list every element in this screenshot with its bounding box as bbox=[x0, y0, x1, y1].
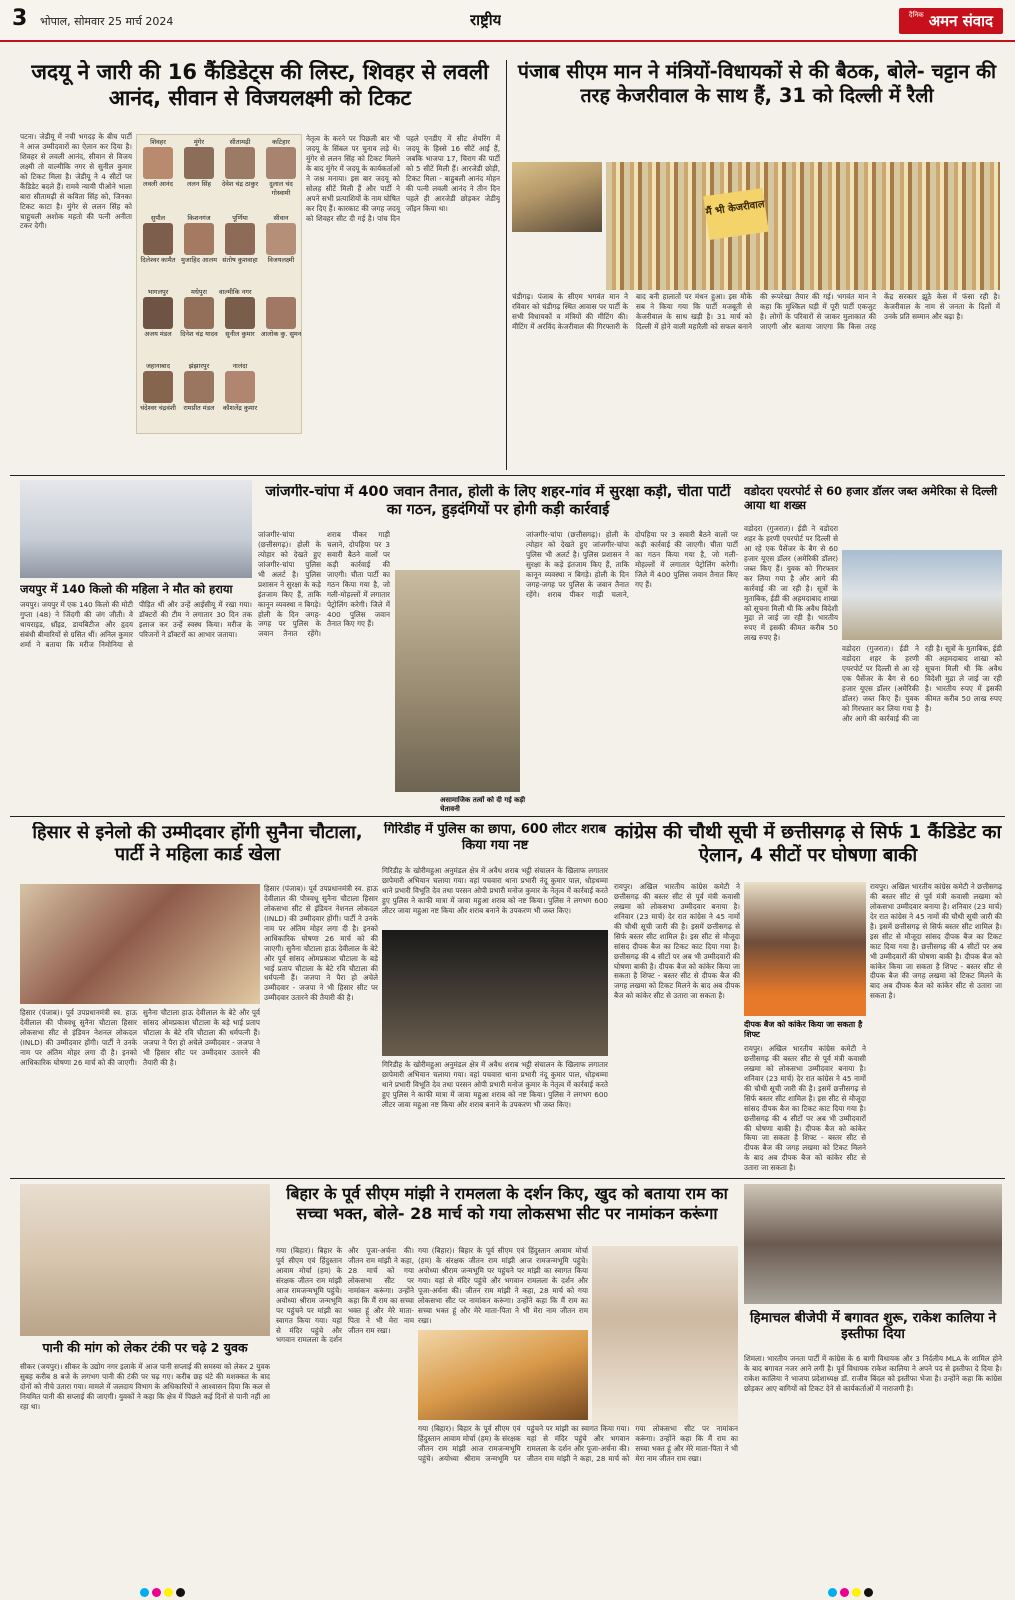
grid-header: किशनगंज bbox=[187, 214, 211, 222]
candidate-photo bbox=[143, 297, 173, 329]
water-tank-photo bbox=[20, 1184, 270, 1336]
masthead bbox=[0, 0, 1015, 42]
hisar-body-cont: हिसार (पंजाब)। पूर्व उपप्रधानमंत्री स्व. हाऊ देवीलाल की पौत्रवधू सुनैना चौटाला हिसार लोकसभा सीट से इंडियन नेशनल लोकदल (INLD) की उम्मीदवार होंगी। पार्टी ने उनके नाम पर अंतिम मोहर लगा दी है। इनको आधिकारिक घोषणा 26 मार्च को की जाएगी। सुनैना चौटाला हाऊ देवीलाल के बेटे और पूर्व सांसद ओमप्रकाश चौटाला के बड़े भाई प्रताप चौटाला के बेटे रवि चौटाला की धर्मपत्नी हैं। जजपा ने पैरा हो अचेले उम्मीदवार - जजपा ने भी हिसार सीट पर उम्मीदवार उतारने की तैयारी की है। bbox=[20, 1008, 260, 1067]
candidate-name: मुजाहिद आलम bbox=[181, 256, 217, 264]
grid-header: कटिहार bbox=[272, 138, 290, 146]
candidate-name: सुनील कुमार bbox=[225, 330, 255, 338]
brand-logo: $^{दैनिक}$ अमन संवाद bbox=[899, 8, 1003, 34]
candidate-name: लवली आनंद bbox=[143, 180, 173, 188]
manjhi-body-cont2: गया (बिहार)। बिहार के पूर्व सीएम एवं हिंदुस्तान आवाम मोर्चा (हम) के संरक्षक जीतन राम मांझी आज रामजन्मभूमि पहुंचे। अयोध्या श्रीराम जन्मभूमि पर पहुंचने पर मांझी का स्वागत किया गया। यहां से मंदिर पहुंचे और भगवान रामलला के दर्शन और पूजा-अर्चना की। जीतन राम मांझी ने कहा, 28 मार्च को गया लोकसभा सीट पर नामांकन करूंगा। उन्होंने कहा कि मैं राम का सच्चा भक्त हूं और मेरे माता-पिता ने भी मेरा नाम जीतन राम रखा। bbox=[418, 1424, 738, 1463]
page-number: 3 bbox=[12, 6, 28, 31]
candidate-photo bbox=[184, 297, 214, 329]
jdu-headline: जदयू ने जारी की 16 कैंडिडेट्स की लिस्ट, शिवहर से लवली आनंद, सीवान से विजयलक्ष्मी को टिकट bbox=[31, 60, 489, 110]
candidate-photo bbox=[266, 147, 296, 179]
manjhi-body-cont: गया (बिहार)। बिहार के पूर्व सीएम एवं हिंदुस्तान आवाम मोर्चा (हम) के संरक्षक जीतन राम मांझी आज रामजन्मभूमि पहुंचे। अयोध्या श्रीराम जन्मभूमि पर पहुंचने पर मांझी का स्वागत किया गया। यहां से मंदिर पहुंचे और भगवान रामलला के दर्शन और पूजा-अर्चना की। जीतन राम मांझी ने कहा, 28 मार्च को गया लोकसभा सीट पर नामांकन करूंगा। उन्होंने कहा कि मैं राम का सच्चा भक्त हूं और मेरे माता-पिता ने भी मेरा नाम जीतन राम रखा। bbox=[418, 1246, 588, 1325]
grid-header: मधेपुरा bbox=[191, 288, 207, 296]
temple-photo bbox=[418, 1330, 588, 1420]
grid-header: भागलपुर bbox=[147, 288, 169, 296]
candidate-name: संतोष कुशवाहा bbox=[222, 256, 258, 264]
dateline: भोपाल, सोमवार 25 मार्च 2024 bbox=[40, 15, 174, 28]
candidate-photo bbox=[225, 147, 255, 179]
hisar-body: हिसार (पंजाब)। पूर्व उपप्रधानमंत्री स्व. हाऊ देवीलाल की पौत्रवधू सुनैना चौटाला हिसार लोकसभा सीट से इंडियन नेशनल लोकदल (INLD) की उम्मीदवार होंगी। पार्टी ने उनके नाम पर अंतिम मोहर लगा दी है। इनको आधिकारिक घोषणा 26 मार्च को की जाएगी। सुनैना चौटाला हाऊ देवीलाल के बेटे और पूर्व सांसद ओमप्रकाश चौटाला के बड़े भाई प्रताप चौटाला के बेटे रवि चौटाला की धर्मपत्नी हैं। जजपा ने पैरा हो अचेले उम्मीदवार - जजपा ने भी हिसार सीट पर उम्मीदवार उतारने की तैयारी की है। bbox=[264, 884, 378, 1003]
candidate-name: कौशलेंद्र कुमार bbox=[222, 404, 258, 412]
registration-mark bbox=[176, 1588, 185, 1597]
candidate-photo bbox=[184, 223, 214, 255]
registration-mark bbox=[852, 1588, 861, 1597]
section-divider bbox=[10, 1178, 1005, 1179]
congress-body-cont2: रायपुर। अखिल भारतीय कांग्रेस कमेटी ने छत्तीसगढ़ की बस्तर सीट से पूर्व मंत्री कवासी लखमा को लोकसभा उम्मीदवार बनाया है। शनिवार (23 मार्च) देर रात कांग्रेस ने 45 नामों की चौथी सूची जारी की है। इसमें छत्तीसगढ़ से सिर्फ बस्तर सीट शामिल है। इस सीट से मौजूदा सांसद दीपक बैज का टिकट काट दिया गया है। छत्तीसगढ़ की 4 सीटों पर अब भी उम्मीदवारों की घोषणा बाकी है। दीपक बैज को कांकेर किया जा सकता है शिफ्ट - बस्तर सीट से दीपक बैज की जगह लखमा को टिकट मिलने के बाद अब दीपक बैज को कांकेर सीट से उतारा जा सकता है। bbox=[870, 882, 1002, 1001]
candidate-name: आलोक कु. सुमन bbox=[260, 330, 302, 338]
punjab-body: चंडीगढ़। पंजाब के सीएम भगवंत मान ने रविवार को चंडीगढ़ स्थित आवास पर पार्टी के सभी विधायकों व मंत्रियों की मीटिंग की। मीटिंग में अरविंद केजरीवाल की गिरफ्तारी के बाद बनी हालातों पर मंथन हुआ। इस मौके सब ने किया गया कि पार्टी मजबूती से केजरीवाल के साथ खड़ी है। 31 मार्च को दिल्ली में होने वाली महारैली को सफल बनाने की रूपरेखा तैयार की गई। भगवंत मान ने कहा कि मुश्किल घड़ी में पूरी पार्टी एकजुट है। लोगों के परिवारों से जाकर मुलाकात की जाएगी और बताया जाएगा कि किस तरह केंद्र सरकार झूठे केस में फंसा रही है। केजरीवाल के नाम से जनता के दिलों में उनके प्रति सम्मान और बढ़ा है। bbox=[512, 292, 1000, 331]
grid-header: जहानाबाद bbox=[145, 362, 171, 370]
congress-headline: कांग्रेस की चौथी सूची में छत्तीसगढ़ से सिर्फ 1 कैंडिडेट का ऐलान, 4 सीटों पर घोषणा बाकी bbox=[614, 822, 1002, 866]
giridih-headline: गिरिडीह में पुलिस का छापा, 600 लीटर शराब किया गया नष्ट bbox=[383, 822, 607, 853]
himachal-headline: हिमाचल बीजेपी में बगावत शुरू, राकेश कालिया ने इस्तीफा दिया bbox=[749, 1310, 997, 1343]
janjgir-body-cont: जांजगीर-चांपा (छत्तीसगढ़)। होली के त्योहार को देखते हुए जांजगीर-चांपा पुलिस भी अलर्ट है। पुलिस प्रशासन ने सुरक्षा के कड़े इंतजाम किए हैं, ताकि कानून व्यवस्था न बिगड़े। होली के दिन जगह-जगह पर पुलिस के जवान तैनात रहेंगे। शराब पीकर गाड़ी चलाने, दोपहिया पर 3 सवारी बैठने वालों पर कड़ी कार्रवाई की जाएगी। चीता पार्टी का गठन किया गया है, जो गली-मोहल्लों में लगातार पेट्रोलिंग करेगी। जिले में 400 पुलिस जवान तैनात किए गए हैं। bbox=[526, 530, 738, 599]
candidate-grid bbox=[136, 134, 302, 434]
candidate-name: विजयलक्ष्मी bbox=[267, 256, 295, 264]
candidate-name: रामप्रीत मंडल bbox=[183, 404, 215, 412]
column-rule bbox=[506, 60, 507, 470]
registration-mark bbox=[828, 1588, 837, 1597]
punjab-headline: पंजाब सीएम मान ने मंत्रियों-विधायकों से की बैठक, बोले- चट्टान की तरह केजरीवाल के साथ हैं, 31 को दिल्ली में रैली bbox=[517, 60, 997, 107]
rally-placard: मैं भी केजरीवाल bbox=[703, 188, 769, 240]
congress-body: रायपुर। अखिल भारतीय कांग्रेस कमेटी ने छत्तीसगढ़ की बस्तर सीट से पूर्व मंत्री कवासी लखमा को लोकसभा उम्मीदवार बनाया है। शनिवार (23 मार्च) देर रात कांग्रेस ने 45 नामों की चौथी सूची जारी की है। इसमें छत्तीसगढ़ से सिर्फ बस्तर सीट शामिल है। इस सीट से मौजूदा सांसद दीपक बैज का टिकट काट दिया गया है। छत्तीसगढ़ की 4 सीटों पर अब भी उम्मीदवारों की घोषणा बाकी है। दीपक बैज को कांकेर किया जा सकता है शिफ्ट - बस्तर सीट से दीपक बैज की जगह लखमा को टिकट मिलने के बाद अब दीपक बैज को कांकेर सीट से उतारा जा सकता है। bbox=[614, 882, 740, 1001]
grid-header: सीवान bbox=[273, 214, 289, 222]
candidate-name: देवेश चंद्र ठाकुर bbox=[221, 180, 259, 188]
police-march-photo bbox=[395, 570, 520, 792]
manjhi-photo bbox=[592, 1246, 738, 1426]
jaipur-headline: जयपुर में 140 किलो की महिला ने मौत को हराया bbox=[20, 582, 233, 596]
grid-header: सुपौल bbox=[150, 214, 166, 222]
registration-mark bbox=[864, 1588, 873, 1597]
candidate-photo bbox=[143, 223, 173, 255]
rally-photo bbox=[606, 162, 1000, 290]
section-divider bbox=[10, 816, 1005, 817]
candidate-name: अजय मंडल bbox=[144, 330, 172, 338]
candidate-name: ललन सिंह bbox=[186, 180, 212, 188]
candidate-photo bbox=[266, 297, 296, 329]
candidate-photo bbox=[184, 147, 214, 179]
raid-photo bbox=[382, 930, 608, 1056]
airport-photo bbox=[842, 550, 1002, 640]
cm-photo bbox=[512, 162, 602, 232]
sikar-headline: पानी की मांग को लेकर टंकी पर चढ़े 2 युवक bbox=[42, 1340, 248, 1355]
jdu-lead: पटना। जेडीयू में नची भगदड़ के बीच पार्टी ने आज उम्मीदवारों का ऐलान कर दिया है। शिवहर से लवली आनंद, सीवान से विजय लक्ष्मी तो वाल्मीकि नगर से सुनील कुमार को टिकट मिला है। जेडीयू ने 4 सीटों पर कैंडिडेट बदले हैं। रामवे न्यायी पीओने भाला बारा सीतामढ़ी से कविता सिंह को, जिनका टिकट काटा है। मुंगेर से ललन सिंह को चाहुचली अशोक महतो की पत्नी अनीता टकर देगी। bbox=[20, 132, 132, 231]
candidate-name: दुलाल चंद गोस्वामी bbox=[269, 180, 293, 197]
congress-body-cont: रायपुर। अखिल भारतीय कांग्रेस कमेटी ने छत्तीसगढ़ की बस्तर सीट से पूर्व मंत्री कवासी लखमा को लोकसभा उम्मीदवार बनाया है। शनिवार (23 मार्च) देर रात कांग्रेस ने 45 नामों की चौथी सूची जारी की है। इसमें छत्तीसगढ़ से सिर्फ बस्तर सीट शामिल है। इस सीट से मौजूदा सांसद दीपक बैज का टिकट काट दिया गया है। छत्तीसगढ़ की 4 सीटों पर अब भी उम्मीदवारों की घोषणा बाकी है। दीपक बैज को कांकेर किया जा सकता है शिफ्ट - बस्तर सीट से दीपक बैज की जगह लखमा को टिकट मिलने के बाद अब दीपक बैज को कांकेर सीट से उतारा जा सकता है। bbox=[744, 1044, 866, 1172]
janjgir-body: जांजगीर-चांपा (छत्तीसगढ़)। होली के त्योहार को देखते हुए जांजगीर-चांपा पुलिस भी अलर्ट है। पुलिस प्रशासन ने सुरक्षा के कड़े इंतजाम किए हैं, ताकि कानून व्यवस्था न बिगड़े। होली के दिन जगह-जगह पर पुलिस के जवान तैनात रहेंगे। शराब पीकर गाड़ी चलाने, दोपहिया पर 3 सवारी बैठने वालों पर कड़ी कार्रवाई की जाएगी। चीता पार्टी का गठन किया गया है, जो गली-मोहल्लों में लगातार पेट्रोलिंग करेगी। जिले में 400 पुलिस जवान तैनात किए गए हैं। bbox=[258, 530, 390, 639]
candidate-photo bbox=[225, 371, 255, 403]
chautala-photo bbox=[20, 884, 260, 1004]
grid-header: झंझारपुर bbox=[188, 362, 210, 370]
grid-header: पूर्णिया bbox=[232, 214, 248, 222]
candidate-photo bbox=[184, 371, 214, 403]
himachal-body: शिमला। भारतीय जनता पार्टी में कांग्रेस के 6 बागी विधायक और 3 निर्दलीय MLA के शामिल होने के बाद बगावत नजर आने लगी है। पूर्व विधायक राकेश कालिया ने अपने पद से इस्तीफा दे दिया है। राकेश कालिया ने भाजपा प्रदेशाध्यक्ष डॉ. राजीव बिंदल को इस्तीफा भेजा है। उन्होंने कहा कि कांग्रेस छोड़कर आए बागियों को टिकट देने से कार्यकर्ताओं में नाराजगी है। bbox=[744, 1354, 1002, 1393]
candidate-photo bbox=[266, 223, 296, 255]
grid-header: वाल्मीकि नगर bbox=[219, 288, 252, 296]
candidate-photo bbox=[225, 223, 255, 255]
jaipur-body: जयपुर। जयपुर में एक 140 किलो की मोटी गुप्ता (48) ने जिंदगी की जंग जीती। वे थायराइड, थ्रॉइड, डायबिटीज और हृदय संबंधी बीमारियों से ग्रसित थीं। अनिल कुमार शर्मा ने बताया कि मरीज निमोनिया से पीड़ित थीं और उन्हें आईसीयू में रखा गया। डॉक्टरों की टीम ने लगातार 30 दिन तक इलाज कर उन्हें स्वस्थ किया। मरीज के परिजनों ने डॉक्टरों का आभार जताया। bbox=[20, 600, 252, 649]
candidate-name: दिनेश चंद्र यादव bbox=[180, 330, 218, 338]
group-photo bbox=[744, 1184, 1002, 1304]
registration-mark bbox=[140, 1588, 149, 1597]
jdu-body: नेतृत्व के करने पर पिछली बार भी जदयू के सिंबल पर चुनाव लड़े थे। मुंगेर से ललन सिंह को टिकट मिलने के बाद मुंगेर में जदयू के कार्यकर्ताओं ने जश्न मनाया। इस बार जदयू को सोलह सीटें मिली हैं और पार्टी ने अपने सभी प्रत्याशियों के नाम घोषित कर दिए हैं। कारकाट की जगह जदयू को शिवहर सीट दी गई है। पांच दिन पहले एनडीए में सीट शेयरिंग में जदयू के हिस्से 16 सीटें आई हैं, जबकि भाजपा 17, चिराग की पार्टी को 5 सीटें मिली हैं। आरजेडी छोड़ी, टिकट मिला - बाहुबली आनंद मोहन की पत्नी लवली आनंद ने तीन दिन पहले ही आरजेडी छोड़कर जेडीयू जॉइन किया था। bbox=[306, 134, 500, 223]
section-divider bbox=[10, 475, 1005, 476]
vadodara-body-cont: वडोदरा (गुजरात)। ईडी ने वडोदरा शहर के हरणी एयरपोर्ट पर दिल्ली से आ रहे एक पैसेंजर के बैग से 60 हजार यूएस डॉलर (अमेरिकी डॉलर) जब्त किए हैं। युवक को गिरफ्तार कर लिया गया है और आगे की कार्रवाई की जा रही है। सूत्रों के मुताबिक, ईडी की अहमदाबाद शाखा को सूचना मिली थी कि अवैध विदेशी मुद्रा ले जाई जा रही है। भारतीय रुपए में इसकी कीमत करीब 50 लाख रुपए है। bbox=[842, 644, 1002, 723]
registration-mark bbox=[840, 1588, 849, 1597]
registration-mark bbox=[152, 1588, 161, 1597]
sikar-body: सीकर (जयपुर)। सीकर के उद्योग नगर इलाके में आज पानी सप्लाई की समस्या को लेकर 2 युवक सुबह करीब 8 बजे के लगभग पानी की टंकी पर चढ़ गए। करीब छह घंटे की मशक्कत के बाद दोनों को नीचे उतारा गया। मामले में जलदाय विभाग के अधिकारियों ने आश्वासन दिया कि कल से नियमित पानी की सप्लाई की जाएगी। युवकों ने कहा कि क्षेत्र में पिछले कई दिनों से पानी नहीं आ रहा था। bbox=[20, 1362, 270, 1411]
congress-caption: दीपक बैज को कांकेर किया जा सकता है शिफ्ट bbox=[744, 1020, 863, 1039]
grid-header: शिवहर bbox=[150, 138, 166, 146]
giridih-lead: गिरिडीह के खोरीमहुआ अनुमंडल क्षेत्र में अवैध शराब भट्ठी संचालन के खिलाफ लगातार छापेमारी अभियान चलाया गया। वहां पचवारा थाना प्रभारी नंदू कुमार पाल, धोड़थम्मा थाने प्रभारी विभूति देव तथा परसन ओपी प्रभारी मनोज कुमार के नेतृत्व में कार्रवाई करते हुए पुलिस ने काफी मात्रा में जावा महुआ शराब को नष्ट किया। पुलिस ने लगभग 600 लीटर जावा महुआ नष्ट किया और शराब बनाने के उपकरण भी जब्त किए। bbox=[382, 866, 608, 915]
candidate-photo bbox=[143, 371, 173, 403]
candidate-photo bbox=[225, 297, 255, 329]
hospital-photo bbox=[20, 480, 252, 578]
janjgir-caption: असामाजिक तत्वों को दी गई कड़ी चेतावनी bbox=[440, 796, 526, 813]
grid-header: मुंगेर bbox=[193, 138, 205, 146]
hisar-headline: हिसार से इनेलो की उम्मीदवार होंगी सुनैना चौटाला, पार्टी ने महिला कार्ड खेला bbox=[32, 822, 363, 865]
candidate-photo bbox=[143, 147, 173, 179]
registration-mark bbox=[164, 1588, 173, 1597]
candidate-name: चंदेश्वर चंद्रवंशी bbox=[140, 404, 176, 412]
candidate-name: दिलेश्वर कामैत bbox=[140, 256, 176, 264]
janjgir-headline: जांजगीर-चांपा में 400 जवान तैनात, होली के लिए शहर-गांव में सुरक्षा कड़ी, चीता पार्टी का गठन, हुड़दंगियों पर होगी कड़ी कार्रवाई bbox=[265, 484, 731, 518]
vadodara-body: वडोदरा (गुजरात)। ईडी ने वडोदरा शहर के हरणी एयरपोर्ट पर दिल्ली से आ रहे एक पैसेंजर के बैग से 60 हजार यूएस डॉलर (अमेरिकी डॉलर) जब्त किए हैं। युवक को गिरफ्तार कर लिया गया है और आगे की कार्रवाई की जा रही है। सूत्रों के मुताबिक, ईडी की अहमदाबाद शाखा को सूचना मिली थी कि अवैध विदेशी मुद्रा ले जाई जा रही है। भारतीय रुपए में इसकी कीमत करीब 50 लाख रुपए है। bbox=[744, 524, 838, 643]
candidate-photo bbox=[744, 882, 866, 1016]
vadodara-headline: वडोदरा एयरपोर्ट से 60 हजार डॉलर जब्त अमेरिका से दिल्ली आया था शख्स bbox=[744, 484, 998, 513]
giridih-body: गिरिडीह के खोरीमहुआ अनुमंडल क्षेत्र में अवैध शराब भट्ठी संचालन के खिलाफ लगातार छापेमारी अभियान चलाया गया। वहां पचवारा थाना प्रभारी नंदू कुमार पाल, धोड़थम्मा थाने प्रभारी विभूति देव तथा परसन ओपी प्रभारी मनोज कुमार के नेतृत्व में कार्रवाई करते हुए पुलिस ने काफी मात्रा में जावा महुआ शराब को नष्ट किया। पुलिस ने लगभग 600 लीटर जावा महुआ नष्ट किया और शराब बनाने के उपकरण भी जब्त किए। bbox=[382, 1060, 608, 1109]
section-title: राष्ट्रीय bbox=[470, 11, 502, 29]
grid-header: सीतामढ़ी bbox=[229, 138, 251, 146]
manjhi-body: गया (बिहार)। बिहार के पूर्व सीएम एवं हिंदुस्तान आवाम मोर्चा (हम) के संरक्षक जीतन राम मांझी आज रामजन्मभूमि पहुंचे। अयोध्या श्रीराम जन्मभूमि पर पहुंचने पर मांझी का स्वागत किया गया। यहां से मंदिर पहुंचे और भगवान रामलला के दर्शन और पूजा-अर्चना की। जीतन राम मांझी ने कहा, 28 मार्च को गया लोकसभा सीट पर नामांकन करूंगा। उन्होंने कहा कि मैं राम का सच्चा भक्त हूं और मेरे माता-पिता ने भी मेरा नाम जीतन राम रखा। bbox=[276, 1246, 414, 1345]
grid-header: नालंदा bbox=[232, 362, 248, 370]
manjhi-headline: बिहार के पूर्व सीएम मांझी ने रामलला के दर्शन किए, खुद को बताया राम का सच्चा भक्त, बोले- 28 मार्च को गया लोकसभा सीट पर नामांकन करूंगा bbox=[286, 1184, 728, 1223]
